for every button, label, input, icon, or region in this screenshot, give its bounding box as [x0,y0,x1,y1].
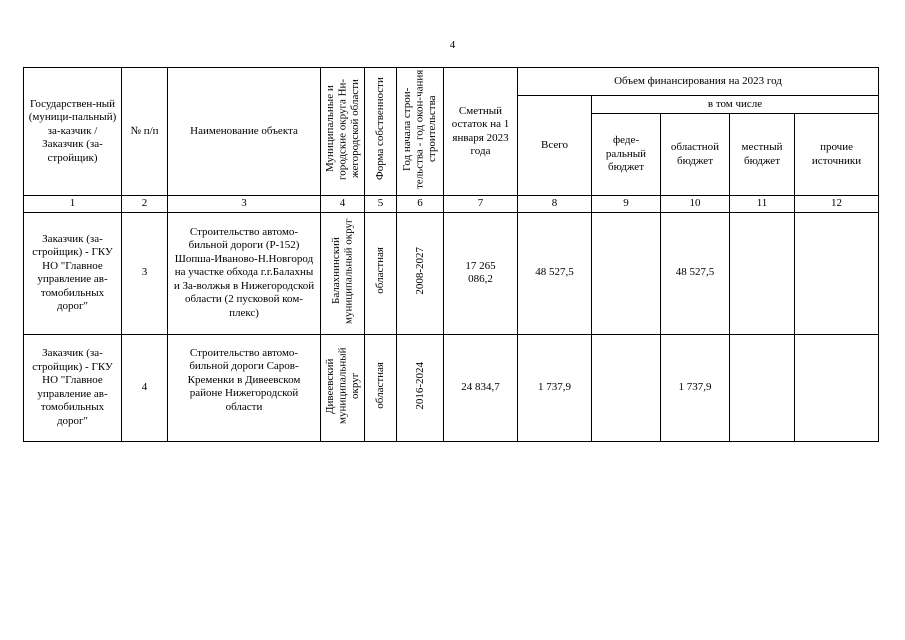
row-years-text: 2016-2024 [413,361,426,410]
row-regional: 48 527,5 [661,212,730,334]
row-municipality-text: Балахнинский муниципальный округ [330,218,355,324]
row-object-name: Строительство автомо-бильной дороги Саров-Кременки в Дивеевском районе Нижегородской области [168,334,321,442]
header-funding: Объем финансирования на 2023 год [518,68,879,96]
col-num-8: 8 [518,196,592,213]
row-ownership-text: областная [374,362,387,409]
row-federal [592,212,661,334]
row-total: 48 527,5 [518,212,592,334]
row-object-name: Строительство автомо-бильной дороги (Р-152) Шопша-Иваново-Н.Новгород на участке обхода г.г.Балахны и За-волжья в Нижегородской области (2 пусковой ком-плекс) [168,212,321,334]
header-object-name: Наименование объекта [168,68,321,196]
row-estimate: 24 834,7 [444,334,518,442]
row-local [730,212,795,334]
col-num-4: 4 [321,196,365,213]
header-ownership [365,68,397,196]
row-customer: Заказчик (за-стройщик) - ГКУ НО "Главное управление ав-томобильных дорог" [24,212,122,334]
row-num: 4 [122,334,168,442]
col-num-3: 3 [168,196,321,213]
header-federal: феде-ральный бюджет [592,114,661,196]
page-number: 4 [449,39,456,51]
header-row-1 [24,68,879,96]
row-ownership [365,212,397,334]
header-including: в том числе [592,96,879,114]
col-num-5: 5 [365,196,397,213]
header-municipality-text: Муниципальные и городские округа Ни-жегородской области [324,78,361,180]
row-years-text: 2008-2027 [413,246,426,295]
header-estimate: Сметный остаток на 1 января 2023 года [444,68,518,196]
col-num-12: 12 [795,196,879,213]
row-regional: 1 737,9 [661,334,730,442]
row-years [397,212,444,334]
header-total: Всего [518,96,592,196]
row-total: 1 737,9 [518,334,592,442]
row-local [730,334,795,442]
row-estimate: 17 265 086,2 [444,212,518,334]
header-years-text: Год начала строи-тельства - год окон-чания строительства [401,69,439,189]
financing-table [23,67,879,442]
table-row [24,334,879,442]
column-numbers-row [24,196,879,213]
row-other [795,334,879,442]
table-row [24,212,879,334]
row-ownership-text: областная [374,247,387,295]
col-num-6: 6 [397,196,444,213]
row-other [795,212,879,334]
header-customer: Государствен-ный (муници-пальный) за-казчик / Заказчик (за-стройщик) [24,68,122,196]
header-num: № п/п [122,68,168,196]
col-num-7: 7 [444,196,518,213]
header-years [397,68,444,196]
col-num-1: 1 [24,196,122,213]
col-num-10: 10 [661,196,730,213]
header-ownership-text: Форма собственности [374,77,387,181]
row-customer: Заказчик (за-стройщик) - ГКУ НО "Главное управление ав-томобильных дорог" [24,334,122,442]
header-local: местный бюджет [730,114,795,196]
row-municipality [321,334,365,442]
col-num-9: 9 [592,196,661,213]
header-regional: областной бюджет [661,114,730,196]
row-ownership [365,334,397,442]
row-municipality-text: Дивеевский муниципальный округ [324,347,361,424]
row-years [397,334,444,442]
col-num-11: 11 [730,196,795,213]
row-num: 3 [122,212,168,334]
header-other: прочие источники [795,114,879,196]
header-municipality [321,68,365,196]
col-num-2: 2 [122,196,168,213]
row-municipality [321,212,365,334]
row-federal [592,334,661,442]
